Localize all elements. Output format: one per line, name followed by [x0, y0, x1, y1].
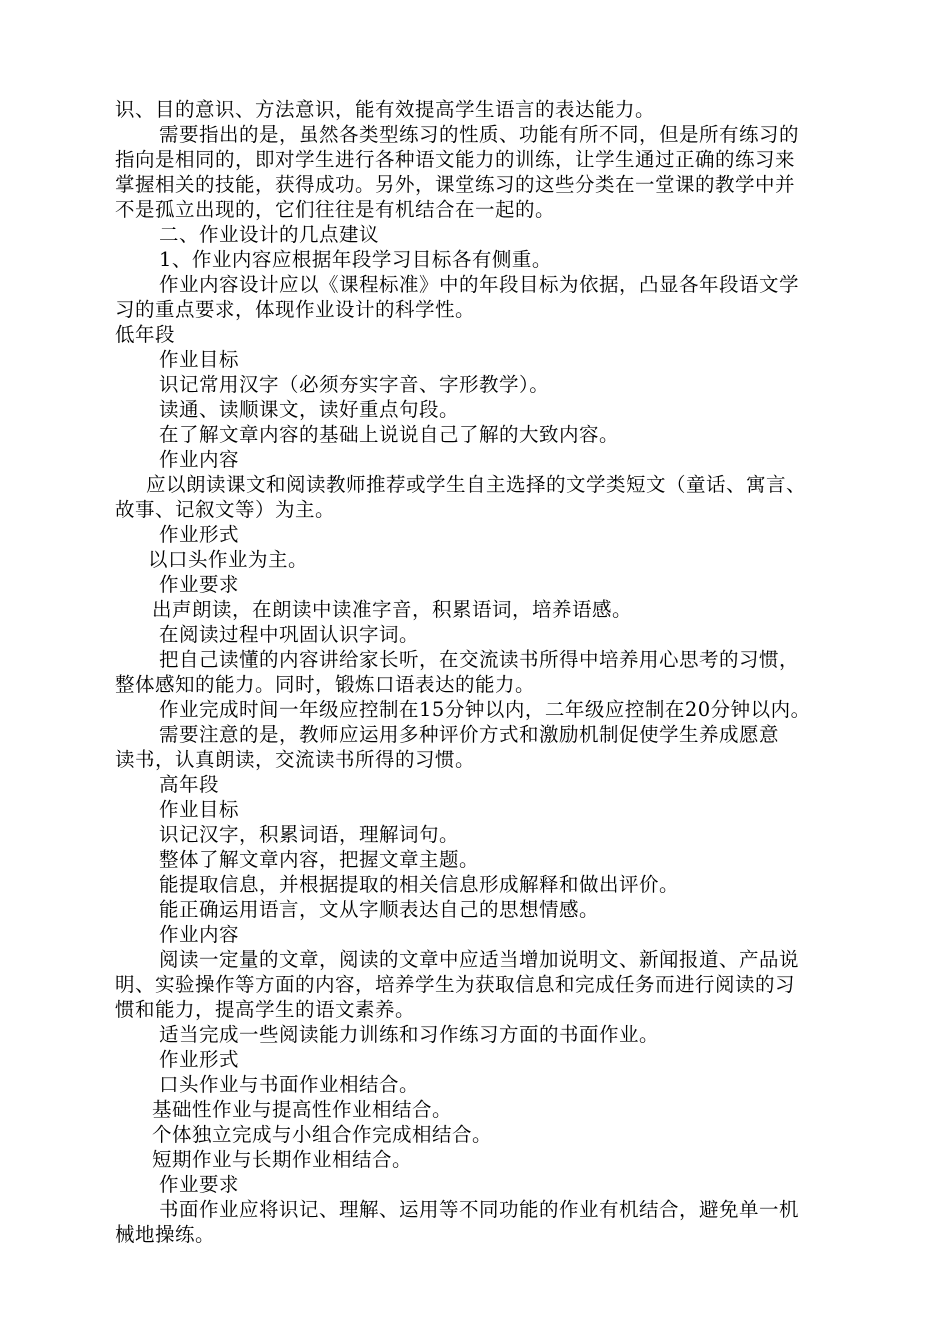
section-heading: 二、作业设计的几点建议	[159, 223, 380, 246]
text-line-23: 把自己读懂的内容讲给家长听，在交流读书所得中培养用心思考的习惯，	[159, 648, 800, 671]
grade-heading-high: 高年段	[159, 773, 220, 796]
text-line-5: 不是孤立出现的，它们往往是有机结合在一起的。	[115, 198, 556, 221]
label-form-high: 作业形式	[159, 1048, 240, 1071]
text-line-14: 在了解文章内容的基础上说说自己了解的大致内容。	[159, 423, 620, 446]
text-line-40: 口头作业与书面作业相结合。	[159, 1073, 420, 1096]
text-line-38: 适当完成一些阅读能力训练和习作练习方面的书面作业。	[159, 1023, 660, 1046]
text-line-31: 整体了解文章内容，把握文章主题。	[159, 848, 480, 871]
label-requirement: 作业要求	[159, 573, 240, 596]
text-line-1: 识、目的意识、方法意识，能有效提高学生语言的表达能力。	[115, 98, 656, 121]
text-line-26: 需要注意的是，教师应运用多种评价方式和激励机制促使学生养成愿意	[159, 723, 780, 746]
text-line-37: 惯和能力，提高学生的语文素养。	[115, 998, 416, 1021]
text-line-36: 明、实验操作等方面的内容，培养学生为获取信息和完成任务而进行阅读的习	[115, 973, 796, 996]
text-line-22: 在阅读过程中巩固认识字词。	[159, 623, 420, 646]
text-line-43: 短期作业与长期作业相结合。	[152, 1148, 413, 1171]
label-goal: 作业目标	[159, 348, 240, 371]
text-line-9: 习的重点要求，体现作业设计的科学性。	[115, 298, 476, 321]
grade-heading-low: 低年段	[115, 323, 176, 346]
label-form: 作业形式	[159, 523, 240, 546]
label-requirement-high: 作业要求	[159, 1173, 240, 1196]
text-line-25: 作业完成时间一年级应控制在15分钟以内，二年级应控制在20分钟以内。	[159, 698, 811, 721]
text-line-30: 识记汉字，积累词语，理解词句。	[159, 823, 460, 846]
text-line-12: 识记常用汉字（必须夯实字音、字形教学）。	[159, 373, 550, 396]
text-line-4: 掌握相关的技能，获得成功。另外，课堂练习的这些分类在一堂课的教学中并	[115, 173, 796, 196]
text-line-2: 需要指出的是，虽然各类型练习的性质、功能有所不同，但是所有练习的	[159, 123, 800, 146]
text-line-33: 能正确运用语言，文从字顺表达自己的思想情感。	[159, 898, 600, 921]
text-line-13: 读通、读顺课文，读好重点句段。	[159, 398, 460, 421]
text-line-19: 以口头作业为主。	[148, 548, 309, 571]
label-content: 作业内容	[159, 448, 240, 471]
text-line-8: 作业内容设计应以《课程标准》中的年段目标为依据，凸显各年段语文学	[159, 273, 800, 296]
label-content-high: 作业内容	[159, 923, 240, 946]
text-line-45: 书面作业应将识记、理解、运用等不同功能的作业有机结合，避免单一机	[159, 1198, 800, 1221]
text-line-42: 个体独立完成与小组合作完成相结合。	[152, 1123, 493, 1146]
text-line-17: 故事、记叙文等）为主。	[115, 498, 336, 521]
text-line-46: 械地操练。	[115, 1223, 216, 1246]
text-line-41: 基础性作业与提高性作业相结合。	[152, 1098, 453, 1121]
label-goal-high: 作业目标	[159, 798, 240, 821]
text-line-24: 整体感知的能力。同时，锻炼口语表达的能力。	[115, 673, 536, 696]
text-line-32: 能提取信息，并根据提取的相关信息形成解释和做出评价。	[159, 873, 680, 896]
text-line-16: 应以朗读课文和阅读教师推荐或学生自主选择的文学类短文（童话、寓言、	[146, 473, 807, 496]
text-line-27: 读书，认真朗读，交流读书所得的习惯。	[115, 748, 476, 771]
sub-heading: 1、作业内容应根据年段学习目标各有侧重。	[159, 248, 552, 271]
text-line-3: 指向是相同的，即对学生进行各种语文能力的训练，让学生通过正确的练习来	[115, 148, 796, 171]
text-line-21: 出声朗读，在朗读中读准字音，积累语词，培养语感。	[152, 598, 633, 621]
text-line-35: 阅读一定量的文章，阅读的文章中应适当增加说明文、新闻报道、产品说	[159, 948, 800, 971]
